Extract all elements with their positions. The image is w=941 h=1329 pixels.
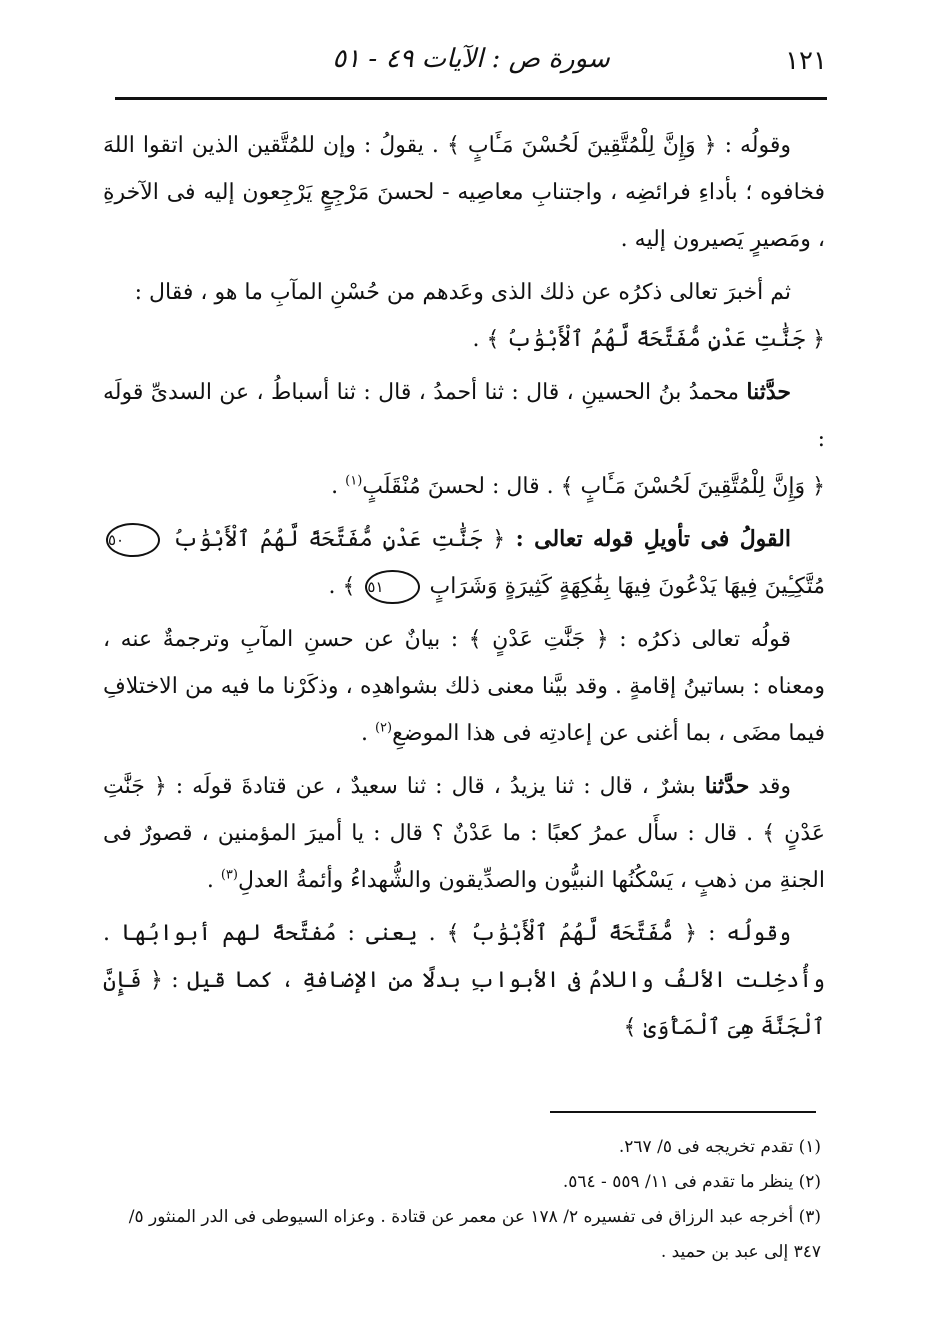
footnote-2: (٢) ينظر ما تقدم فى ١١/ ٥٥٩ - ٥٦٤.: [562, 1172, 821, 1192]
page-header: [115, 38, 827, 96]
quran-quote: ﴿ مُّفَتَّحَةً لَّهُمُ ٱلْأَبْوَٰبُ ﴾: [446, 921, 698, 946]
quran-quote: ﴿ جَنَّٰتِ عَدْنٍ مُّفَتَّحَةً لَّهُمُ ٱلْأَبْوَٰبُ ﴾: [486, 327, 825, 352]
footnotes: [103, 1130, 821, 1270]
paragraph-text: . يقولُ : وإن للمُتَّقين الذين اتقوا اللهَ فخافوه ؛ بأداءِ فرائضِه ، واجتنابِ معاصِيه - لحسنَ مَرْجِعٍ يَرْجِعون إليه فى الآخرةِ ، ومَصيرٍ يَصيرون إليه .: [103, 133, 825, 252]
paragraph-text: بشرٌ ، قال : ثنا يزيدُ ، قال : ثنا سعيدٌ ، عن قتادةَ قولَه :: [166, 774, 705, 799]
footnote-ref-1: (١): [345, 473, 363, 489]
paragraph-7: [103, 910, 825, 1051]
paragraph-3: [103, 369, 825, 510]
main-text: [103, 122, 825, 1057]
paragraph-end: ﴾ .: [328, 574, 356, 599]
ayah-number-marker: ٥٠: [106, 523, 160, 557]
quran-quote: ﴿ جَنَّٰتِ عَدْنٍ مُّفَتَّحَةً لَّهُمُ ٱلْأَبْوَٰبُ: [172, 527, 506, 552]
quran-quote: مُتَّكِـِٔينَ فِيهَا يَدْعُونَ فِيهَا بِفَٰكِهَةٍ كَثِيرَةٍ وَشَرَابٍ: [429, 574, 825, 599]
quran-quote: ﴿ جَنَّٰتِ عَدْنٍ ﴾: [468, 627, 609, 652]
footnote-ref-3: (٣): [220, 867, 238, 883]
paragraph-end: .: [472, 327, 487, 352]
header-rule: [115, 97, 827, 100]
page-number: ١٢١: [785, 46, 827, 76]
quran-quote: ﴿ وَإِنَّ لِلْمُتَّقِينَ لَحُسْنَ مَـَٔابٍ ﴾: [446, 133, 717, 158]
paragraph-end: .: [206, 868, 221, 893]
paragraph-text: . يعنى : مُفتَّحةً لهم أبوابُها . وأُدخِلت الألفُ واللامُ فى الأبوابِ بدلًا من الإضافةِ ، كما قيل :: [103, 921, 825, 993]
paragraph-end: .: [360, 721, 375, 746]
paragraph-text: . قال : لحسنَ مُنْقَلَبٍ: [362, 474, 561, 499]
paragraph-6: [103, 763, 825, 904]
paragraph-1: [103, 122, 825, 263]
footnote-separator: [550, 1111, 816, 1113]
isnad-keyword: حدَّثنا: [746, 379, 791, 405]
paragraph-end: .: [331, 474, 346, 499]
quran-quote: ﴿ فَإِنَّ ٱلْجَنَّةَ هِىَ ٱلْمَأْوَىٰ ﴾: [103, 968, 825, 1040]
quran-quote: ﴿ وَإِنَّ لِلْمُتَّقِينَ لَحُسْنَ مَـَٔابٍ ﴾: [560, 474, 825, 499]
section-heading: القولُ فى تأويلِ قوله تعالى :: [505, 526, 791, 552]
paragraph-text: : بيانٌ عن حسنِ المآبِ وترجمةٌ عنه ، ومعناه : بساتينُ إقامةٍ . وقد بيَّنا معنى ذلك بشواهدِه ، وذكَرْنا ما فيه من الاختلافِ فيما مضَى ، بما أغنى عن إعادتِه فى هذا الموضعِ: [103, 627, 825, 746]
paragraph-lead: وقولُه :: [697, 921, 791, 946]
paragraph-text: . قال : سأَل عمرُ كعبًا : ما عَدْنٌ ؟ قال : يا أميرَ المؤمنين ، قصورٌ فى الجنةِ من ذهبٍ ، يَسْكُنُها النبيُّون والصدِّيقون والشُّهداءُ وأئمةُ العدلِ: [103, 821, 825, 893]
running-title: سورة ص : الآيات ٤٩ - ٥١: [332, 44, 610, 74]
ayah-number-marker: ٥١: [365, 570, 419, 604]
paragraph-text: ثم أخبرَ تعالى ذكرُه عن ذلك الذى وعَدهم من حُسْنِ المآبِ ما هو ، فقال :: [134, 280, 791, 305]
paragraph-text: محمدُ بنُ الحسينِ ، قال : ثنا أحمدُ ، قال : ثنا أسباطُ ، عن السدىِّ قولَه :: [103, 380, 825, 452]
paragraph-lead: قولُه تعالى ذكرُه :: [608, 627, 791, 652]
paragraph-5: [103, 616, 825, 757]
quran-quote: ﴿ جَنَّٰتِ عَدْنٍ ﴾: [103, 774, 825, 846]
paragraph-lead: وقد: [749, 774, 791, 799]
footnote-1: (١) تقدم تخريجه فى ٥/ ٢٦٧.: [618, 1137, 821, 1157]
paragraph-4: [103, 516, 825, 610]
footnote-3: (٣) أخرجه عبد الرزاق فى تفسيره ٢/ ١٧٨ عن معمر عن قتادة . وعزاه السيوطى فى الدر المنثور ٥/ ٣٤٧ إلى عبد بن حميد .: [128, 1207, 821, 1262]
paragraph-lead: وقولُه :: [716, 133, 792, 158]
paragraph-2: [103, 269, 825, 363]
isnad-keyword: حدَّثنا: [704, 773, 750, 799]
footnote-ref-2: (٢): [374, 720, 393, 736]
